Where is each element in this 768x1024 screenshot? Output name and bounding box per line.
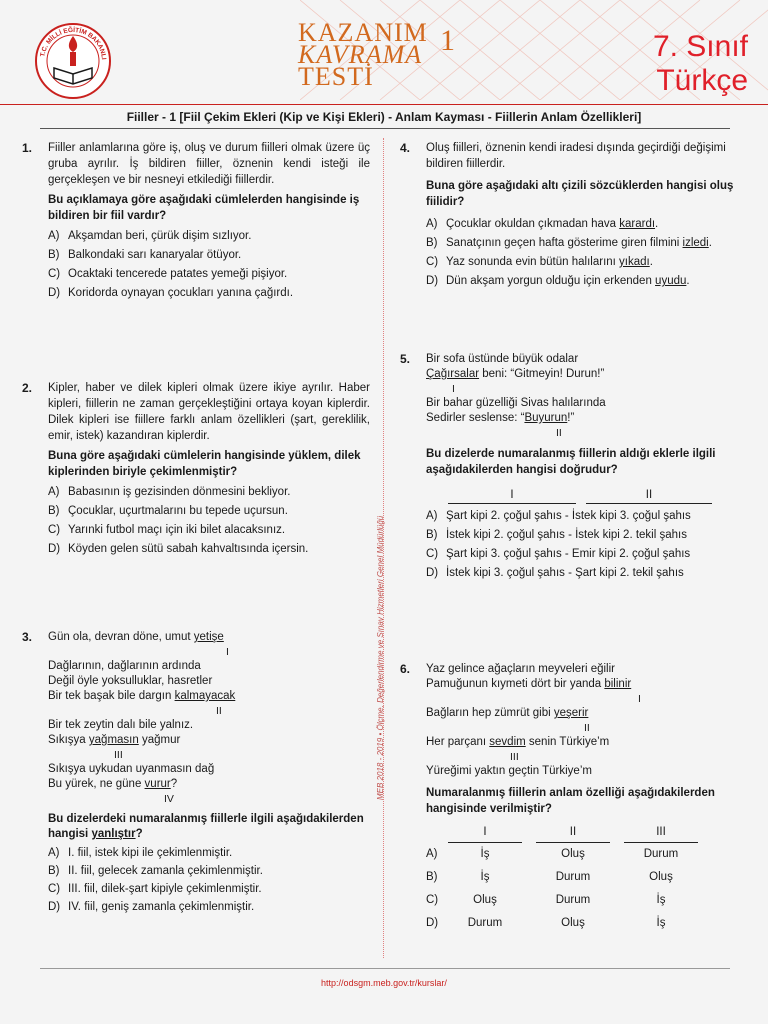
numbered-verb: sevdim bbox=[489, 736, 526, 748]
column-header-2: II bbox=[586, 488, 712, 504]
option-a[interactable] bbox=[426, 508, 748, 524]
poem-line: Sedirler seslense: “ bbox=[426, 412, 525, 424]
table-cell: Oluş bbox=[649, 871, 673, 883]
option-a[interactable] bbox=[48, 846, 370, 861]
svg-text:T.C. MİLLİ EĞİTİM BAKANLIĞI bbox=[34, 22, 107, 60]
grade-block bbox=[653, 30, 748, 98]
option-text: Çocuklar, uçurtmalarını bu tepede uçursun. bbox=[68, 505, 288, 517]
answer-table bbox=[426, 825, 698, 935]
poem-line: Bağların hep zümrüt gibi bbox=[426, 707, 554, 719]
poem-line-end: yağmur bbox=[138, 734, 181, 746]
option-row-c[interactable] bbox=[426, 889, 698, 912]
option-b[interactable] bbox=[426, 235, 748, 251]
roman-marker: II bbox=[216, 705, 222, 717]
option-c[interactable] bbox=[48, 266, 370, 282]
option-letter: A) bbox=[426, 510, 438, 522]
option-row-a[interactable] bbox=[426, 843, 698, 867]
question-2 bbox=[22, 380, 370, 557]
option-letter: D) bbox=[48, 901, 61, 913]
underlined-word: karardı bbox=[619, 218, 656, 230]
test-title bbox=[298, 18, 428, 91]
option-letter: C) bbox=[48, 524, 61, 536]
test-number: 1 bbox=[440, 24, 455, 57]
option-c[interactable] bbox=[48, 882, 370, 897]
roman-marker: II bbox=[556, 427, 562, 439]
table-cell: İş bbox=[480, 871, 490, 883]
grade-label: 7. Sınıf bbox=[652, 30, 748, 63]
topic-subtitle: Fiiller - 1 [Fiil Çekim Ekleri (Kip ve Kişi Ekleri) - Anlam Kayması - Fiillerin Anlam Özellikleri] bbox=[126, 110, 642, 124]
numbered-verb: Buyurun bbox=[524, 412, 568, 424]
roman-marker: I bbox=[226, 646, 229, 658]
footer-rule bbox=[40, 968, 730, 969]
poem-line: Gün ola, devran döne, umut bbox=[48, 631, 194, 643]
spacer-cell bbox=[610, 866, 624, 889]
column-header-3: III bbox=[624, 825, 698, 843]
option-text: IV. fiil, geniş zamanla çekimlenmiştir. bbox=[68, 901, 255, 913]
poem-line: Her parçanı bbox=[426, 736, 490, 748]
poem-line: Bir tek başak bile dargın bbox=[48, 690, 175, 702]
option-letter: D) bbox=[426, 917, 439, 929]
roman-marker: III bbox=[510, 751, 519, 763]
option-text-end: . bbox=[649, 256, 653, 268]
poem-line: Bir bahar güzelliği Sivas halılarında bbox=[426, 397, 606, 409]
table-cell: Oluş bbox=[561, 917, 585, 929]
question-3 bbox=[22, 630, 370, 915]
roman-marker: II bbox=[584, 722, 590, 734]
footer-url[interactable]: http://odsgm.meb.gov.tr/kurslar/ bbox=[321, 978, 447, 988]
column-header-1: I bbox=[448, 488, 576, 504]
spacer-cell bbox=[610, 843, 624, 867]
option-text: Dün akşam yorgun olduğu için erkenden bbox=[446, 275, 656, 287]
poem-line: Pamuğunun kıymeti dört bir yanda bbox=[426, 678, 605, 690]
poem-line: Değil öyle yoksulluklar, hasretler bbox=[48, 675, 213, 687]
option-letter: D) bbox=[426, 275, 439, 287]
title-word-1: KAZANIM bbox=[298, 18, 428, 47]
numbered-verb: yağmasın bbox=[88, 734, 139, 746]
option-letter: B) bbox=[426, 871, 438, 883]
poem-line: Yaz gelince ağaçların meyveleri eğilir bbox=[426, 663, 615, 675]
question-number: 3. bbox=[22, 630, 33, 644]
options-list bbox=[48, 484, 370, 557]
numbered-verb: yeşerir bbox=[553, 707, 589, 719]
roman-marker: IV bbox=[164, 793, 174, 805]
question-5 bbox=[400, 352, 748, 581]
option-b[interactable] bbox=[48, 503, 370, 519]
question-1 bbox=[22, 140, 370, 301]
question-6 bbox=[400, 662, 748, 935]
option-text: Balkondaki sarı kanaryalar ötüyor. bbox=[68, 249, 242, 261]
option-text: İstek kipi 3. çoğul şahıs - Şart kipi 2. tekil şahıs bbox=[446, 567, 684, 579]
question-prompt: Buna göre aşağıdaki altı çizili sözcüklerden hangisi oluş fiilidir? bbox=[426, 180, 734, 208]
option-text: Akşamdan beri, çürük dişim sızlıyor. bbox=[68, 230, 252, 242]
options-list bbox=[48, 846, 370, 915]
question-prompt: Bu dizelerde numaralanmış fiillerin aldığı eklerle ilgili aşağıdakilerden hangisi doğrudur? bbox=[426, 448, 716, 476]
question-number: 2. bbox=[22, 381, 33, 395]
poem-line: Bir tek zeytin dalı bile yalnız. bbox=[48, 719, 194, 731]
subtitle-rule bbox=[40, 128, 730, 129]
option-c[interactable] bbox=[426, 254, 748, 270]
logo-caption bbox=[34, 22, 112, 100]
side-text: MEB 2018 - 2019 • Ölçme, Değerlendirme ve Sınav Hizmetleri Genel Müdürlüğü bbox=[376, 515, 385, 800]
numbered-verb: kalmayacak bbox=[174, 690, 236, 702]
option-letter: C) bbox=[48, 268, 61, 280]
roman-marker: III bbox=[114, 749, 123, 761]
prompt-end: ? bbox=[135, 828, 143, 840]
option-text: Yarınki futbol maçı için iki bilet alacaksınız. bbox=[68, 524, 286, 536]
option-b[interactable] bbox=[426, 527, 748, 543]
question-text: Kipler, haber ve dilek kipleri olmak üzere ikiye ayrılır. Haber kipleri, fiillerin ne zaman gerçekleştiğini ortaya koyan kiplerdir. Dilek kipleri ise fiillere farklı anlam özellikleri (şart, gereklilik, emir, istek) kazandıran kiplerdir. bbox=[48, 382, 370, 442]
option-letter: B) bbox=[426, 529, 438, 541]
option-letter: A) bbox=[48, 230, 60, 242]
table-cell: Durum bbox=[467, 917, 503, 929]
numbered-verb: vurur bbox=[144, 778, 171, 790]
roman-marker: I bbox=[452, 383, 455, 395]
spacer-cell bbox=[522, 889, 536, 912]
question-number: 4. bbox=[400, 141, 411, 155]
question-prompt bbox=[48, 812, 370, 842]
poem-line: Bu yürek, ne güne bbox=[48, 778, 145, 790]
option-c[interactable] bbox=[426, 546, 748, 562]
option-letter: B) bbox=[48, 249, 60, 261]
option-row-d[interactable] bbox=[426, 912, 698, 935]
subject-label: Türkçe bbox=[656, 64, 748, 97]
poem-line: Yüreğimi yaktın geçtin Türkiye’m bbox=[426, 765, 592, 777]
option-letter: C) bbox=[426, 548, 439, 560]
question-number: 5. bbox=[400, 352, 411, 366]
title-word-2: KAVRAMA bbox=[298, 40, 423, 69]
question-prompt: Buna göre aşağıdaki cümlelerin hangisinde yüklem, dilek kiplerinden biriyle çekimlenmiştir? bbox=[48, 450, 361, 478]
spacer-cell bbox=[522, 912, 536, 935]
option-text: Ocaktaki tencerede patates yemeği pişiyor. bbox=[68, 268, 288, 280]
question-prompt: Numaralanmış fiillerin anlam özelliği aşağıdakilerden hangisinde verilmiştir? bbox=[426, 787, 715, 815]
option-text: II. fiil, gelecek zamanla çekimlenmiştir. bbox=[68, 865, 263, 877]
option-text: Çocuklar okuldan çıkmadan hava bbox=[446, 218, 620, 230]
spacer-cell bbox=[522, 843, 536, 867]
question-number: 1. bbox=[22, 141, 33, 155]
column-header-2: II bbox=[536, 825, 610, 843]
spacer-cell bbox=[522, 866, 536, 889]
column-header-1: I bbox=[448, 825, 522, 843]
question-number: 6. bbox=[400, 662, 411, 676]
logo-text: T.C. MİLLİ EĞİTİM BAKANLI bbox=[39, 26, 107, 61]
underlined-word: yıkadı bbox=[619, 256, 650, 268]
question-4 bbox=[400, 140, 748, 289]
option-letter: D) bbox=[426, 567, 439, 579]
option-b[interactable] bbox=[48, 864, 370, 879]
prompt-part: Bu dizelerdeki numaralanmış fiillerle ilgili aşağıdakilerden hangisi bbox=[48, 813, 364, 840]
poem-line: Sıkışya uykudan uyanmasın dağ bbox=[48, 763, 215, 775]
question-text: Oluş fiilleri, öznenin kendi iradesi dışında geçirdiği değişimi bildiren fiillerdir. bbox=[426, 142, 726, 170]
options-list bbox=[48, 228, 370, 301]
option-letter: B) bbox=[48, 505, 60, 517]
header-rule bbox=[0, 104, 768, 105]
option-text: Köyden gelen sütü sabah kahvaltısında içersin. bbox=[68, 543, 309, 555]
poem-line: Dağlarının, dağlarının ardında bbox=[48, 660, 201, 672]
option-letter: B) bbox=[48, 865, 60, 877]
table-cell: İş bbox=[656, 917, 666, 929]
numbered-verb: bilinir bbox=[604, 678, 632, 690]
question-prompt: Bu açıklamaya göre aşağıdaki cümlelerden hangisinde iş bildiren bir fiil vardır? bbox=[48, 194, 360, 222]
option-letter: A) bbox=[426, 218, 438, 230]
option-row-b[interactable] bbox=[426, 866, 698, 889]
table-cell: Durum bbox=[555, 894, 591, 906]
numbered-verb: Çağırsalar bbox=[426, 368, 480, 380]
option-d[interactable] bbox=[426, 565, 748, 581]
option-d[interactable] bbox=[426, 273, 748, 289]
option-text: Babasının iş gezisinden dönmesini bekliyor. bbox=[68, 486, 291, 498]
option-text: İstek kipi 2. çoğul şahıs - İstek kipi 2. tekil şahıs bbox=[446, 529, 687, 541]
poem-line-end: senin Türkiye’m bbox=[525, 736, 610, 748]
options-list bbox=[426, 216, 748, 289]
table-cell: İş bbox=[480, 848, 490, 860]
poem-line-end: !” bbox=[567, 412, 575, 424]
option-text-end: . bbox=[708, 237, 712, 249]
spacer-cell bbox=[610, 889, 624, 912]
option-text-end: . bbox=[686, 275, 690, 287]
option-text: Koridorda oynayan çocukları yanına çağırdı. bbox=[68, 287, 294, 299]
prompt-emphasis: yanlıştır bbox=[91, 828, 136, 840]
option-c[interactable] bbox=[48, 522, 370, 538]
option-b[interactable] bbox=[48, 247, 370, 263]
option-text: Yaz sonunda evin bütün halılarını bbox=[446, 256, 620, 268]
option-letter: A) bbox=[48, 486, 60, 498]
option-text-end: . bbox=[655, 218, 659, 230]
option-letter: B) bbox=[426, 237, 438, 249]
option-letter: C) bbox=[426, 894, 439, 906]
table-cell: İş bbox=[656, 894, 666, 906]
option-letter: D) bbox=[48, 543, 61, 555]
options-list bbox=[426, 508, 748, 581]
option-letter: A) bbox=[426, 847, 438, 860]
option-text: Sanatçının geçen hafta gösterime giren filmini bbox=[446, 237, 683, 249]
underlined-word: izledi bbox=[682, 237, 709, 249]
option-d[interactable] bbox=[48, 900, 370, 915]
title-word-3: TESTİ bbox=[298, 62, 374, 91]
table-cell: Durum bbox=[555, 871, 591, 883]
table-cell: Durum bbox=[643, 848, 679, 860]
poem-line: Sıkışya bbox=[48, 734, 89, 746]
option-letter: C) bbox=[426, 256, 439, 268]
option-a[interactable] bbox=[48, 484, 370, 500]
option-letter: D) bbox=[48, 287, 61, 299]
option-a[interactable] bbox=[48, 228, 370, 244]
table-cell: Oluş bbox=[473, 894, 497, 906]
roman-marker: I bbox=[638, 693, 641, 705]
question-text: Fiiller anlamlarına göre iş, oluş ve durum fiilleri olmak üzere üç gruba ayrılır. İş bildiren fiiller, öznenin kendi isteği ile gerçekleşen ve bir nesneyi etkilediği fiillerdir. bbox=[48, 142, 370, 186]
option-text: III. fiil, dilek-şart kipiyle çekimlenmiştir. bbox=[68, 883, 262, 895]
numbered-verb: yetişe bbox=[193, 631, 224, 643]
option-text: I. fiil, istek kipi ile çekimlenmiştir. bbox=[68, 847, 233, 859]
option-d[interactable] bbox=[48, 285, 370, 301]
option-letter: C) bbox=[48, 883, 61, 895]
option-text: Şart kipi 2. çoğul şahıs - İstek kipi 3. çoğul şahıs bbox=[446, 510, 691, 522]
spacer-cell bbox=[610, 912, 624, 935]
option-a[interactable] bbox=[426, 216, 748, 232]
column-headers bbox=[448, 488, 748, 504]
option-letter: A) bbox=[48, 847, 60, 859]
option-d[interactable] bbox=[48, 541, 370, 557]
option-text: Şart kipi 3. çoğul şahıs - Emir kipi 2. çoğul şahıs bbox=[446, 548, 691, 560]
poem-line: beni: “Gitmeyin! Durun!” bbox=[479, 368, 605, 380]
underlined-word: uyudu bbox=[655, 275, 687, 287]
poem-line-end: ? bbox=[170, 778, 178, 790]
poem-line: Bir sofa üstünde büyük odalar bbox=[426, 353, 579, 365]
table-cell: Oluş bbox=[561, 848, 585, 860]
